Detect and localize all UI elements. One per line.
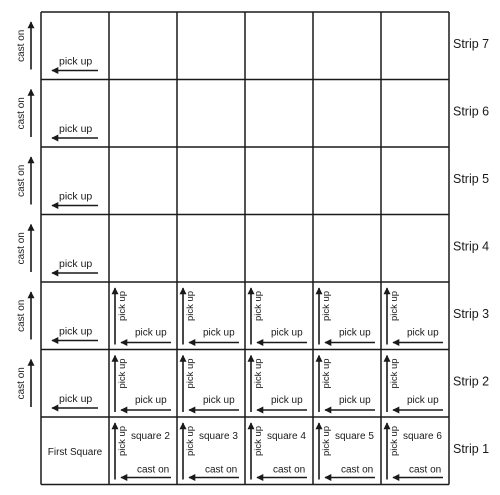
cast-on-label: cast on <box>273 464 306 476</box>
pick-up-label: pick up <box>59 258 93 270</box>
pick-up-label: pick up <box>389 358 400 389</box>
strip-label: Strip 2 <box>453 374 490 389</box>
square-label: square 6 <box>403 431 442 442</box>
cells <box>16 22 443 480</box>
pick-up-label: pick up <box>59 190 93 203</box>
pick-up-label: pick up <box>135 327 167 339</box>
pick-up-label: pick up <box>253 290 264 322</box>
cast-on-label: cast on <box>137 464 170 476</box>
strip-labels <box>453 37 489 456</box>
pick-up-label: pick up <box>389 290 400 322</box>
strip-label: Strip 1 <box>453 442 490 456</box>
pick-up-label: pick up <box>59 55 93 68</box>
cast-on-label: cast on <box>16 164 27 197</box>
pick-up-label: pick up <box>185 425 196 457</box>
pick-up-label: pick up <box>203 327 235 339</box>
pick-up-label: pick up <box>271 395 303 406</box>
pick-up-label: pick up <box>407 395 439 406</box>
first-square-label: First Square <box>47 446 103 458</box>
pick-up-label: pick up <box>339 327 371 339</box>
pick-up-label: pick up <box>407 327 439 339</box>
pick-up-label: pick up <box>253 358 264 389</box>
pick-up-label: pick up <box>321 358 332 389</box>
pick-up-label: pick up <box>271 327 303 339</box>
cast-on-label: cast on <box>341 464 374 476</box>
cast-on-label: cast on <box>16 232 27 265</box>
pick-up-label: pick up <box>253 425 264 457</box>
strip-label: Strip 5 <box>453 172 490 186</box>
cast-on-label: cast on <box>16 299 27 332</box>
cast-on-label: cast on <box>409 464 442 476</box>
strip-label: Strip 4 <box>453 239 490 254</box>
cast-on-label: cast on <box>16 29 27 62</box>
cast-on-label: cast on <box>16 367 27 400</box>
strip-label: Strip 7 <box>453 37 490 51</box>
cast-on-label: cast on <box>16 97 27 130</box>
pick-up-label: pick up <box>117 290 128 322</box>
pick-up-label: pick up <box>339 395 371 406</box>
pick-up-label: pick up <box>59 393 93 405</box>
pick-up-label: pick up <box>203 395 235 406</box>
square-label: square 3 <box>199 431 238 442</box>
pick-up-label: pick up <box>389 425 400 457</box>
grid <box>41 12 449 485</box>
pick-up-label: pick up <box>117 425 128 457</box>
square-label: square 5 <box>335 431 374 442</box>
pick-up-label: pick up <box>135 395 167 406</box>
pick-up-label: pick up <box>321 425 332 457</box>
square-label: square 2 <box>131 431 170 442</box>
pick-up-label: pick up <box>185 290 196 322</box>
pick-up-label: pick up <box>117 358 128 389</box>
square-label: square 4 <box>267 431 306 442</box>
pick-up-label: pick up <box>185 358 196 389</box>
strip-label: Strip 3 <box>453 307 490 321</box>
pick-up-label: pick up <box>321 290 332 322</box>
strip-label: Strip 6 <box>453 104 490 119</box>
cast-on-label: cast on <box>205 464 238 476</box>
pick-up-label: pick up <box>59 123 93 135</box>
pick-up-label: pick up <box>59 325 93 338</box>
